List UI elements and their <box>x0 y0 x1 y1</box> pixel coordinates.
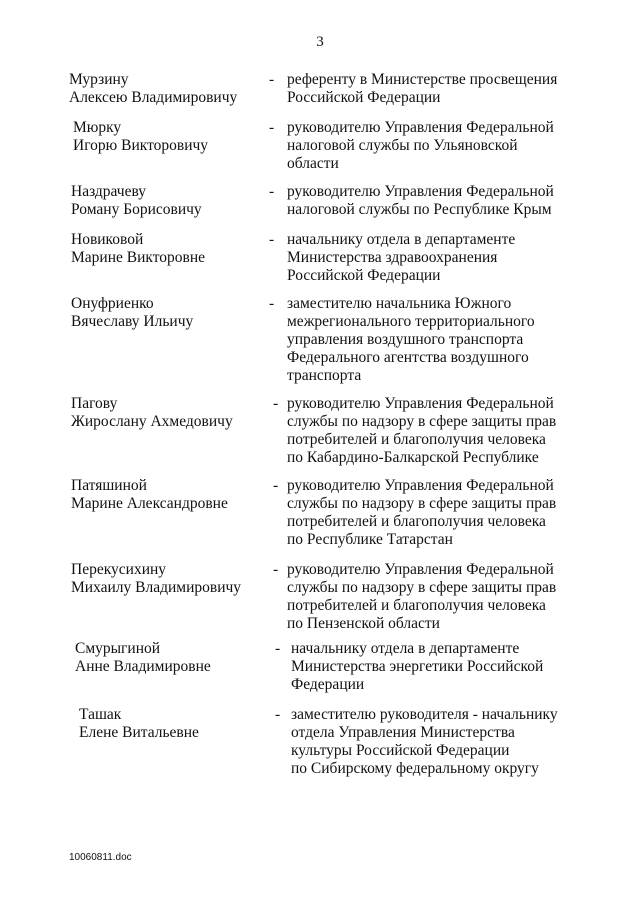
given-name: Елене Витальевне <box>79 724 199 741</box>
person-name <box>69 71 254 107</box>
dash: - <box>273 395 279 412</box>
position-text: заместителю начальника Южного межрегионального территориального управления воздушного транспорта Федерального агентства воздушного транспорта <box>287 295 535 384</box>
surname: Онуфриенко <box>71 295 154 312</box>
position-text: начальнику отдела в департаменте Министерства здравоохранения Российской Федерации <box>287 231 516 284</box>
dash: - <box>275 706 281 723</box>
dash: - <box>269 231 275 248</box>
surname: Смурыгиной <box>75 640 161 657</box>
given-name: Вячеславу Ильичу <box>71 313 194 330</box>
position-text: заместителю руководителя - начальнику отдела Управления Министерства культуры Российской Федерации по Сибирскому федеральному округу <box>291 706 558 777</box>
given-name: Анне Владимировне <box>75 658 211 675</box>
surname: Мюрку <box>73 119 122 136</box>
person-name <box>71 395 256 431</box>
person-name <box>71 477 256 513</box>
surname: Наздрачеву <box>71 183 147 200</box>
given-name: Игорю Викторовичу <box>73 137 209 154</box>
dash: - <box>269 119 275 136</box>
given-name: Алексею Владимировичу <box>69 89 238 106</box>
dash: - <box>269 295 275 312</box>
position-text: начальнику отдела в департаменте Министерства энергетики Российской Федерации <box>291 640 544 693</box>
person-name <box>71 183 256 219</box>
page-number: 3 <box>316 34 324 50</box>
dash: - <box>275 640 281 657</box>
surname: Патяшиной <box>71 477 147 494</box>
given-name: Михаилу Владимировичу <box>71 579 242 596</box>
surname: Мурзину <box>69 71 129 88</box>
position-text: руководителю Управления Федеральной службы по надзору в сфере защиты прав потребителей и благополучия человека по Республике Татарстан <box>287 477 557 548</box>
position-text: руководителю Управления Федеральной налоговой службы по Республике Крым <box>287 183 554 218</box>
person-name <box>73 119 258 155</box>
surname: Перекусихину <box>71 561 167 578</box>
position-text: руководителю Управления Федеральной службы по надзору в сфере защиты прав потребителей и благополучия человека по Пензенской области <box>287 561 557 632</box>
surname: Пагову <box>71 395 118 412</box>
given-name: Роману Борисовичу <box>71 201 202 218</box>
person-name <box>71 231 256 267</box>
person-name <box>75 640 260 676</box>
person-name <box>71 561 256 597</box>
position-text: референту в Министерстве просвещения Российской Федерации <box>287 71 558 106</box>
document-code: 10060811.doc <box>69 852 132 863</box>
person-name <box>71 295 256 331</box>
position-text: руководителю Управления Федеральной службы по надзору в сфере защиты прав потребителей и благополучия человека по Кабардино-Балкарской Республике <box>287 395 557 466</box>
dash: - <box>269 71 275 88</box>
person-name <box>79 706 264 742</box>
surname: Ташак <box>79 706 122 723</box>
position-text: руководителю Управления Федеральной налоговой службы по Ульяновской области <box>287 119 554 172</box>
dash: - <box>269 183 275 200</box>
given-name: Марине Викторовне <box>71 249 206 266</box>
dash: - <box>273 477 279 494</box>
surname: Новиковой <box>71 231 144 248</box>
given-name: Жирослану Ахмедовичу <box>71 413 233 430</box>
dash: - <box>273 561 279 578</box>
given-name: Марине Александровне <box>71 495 228 512</box>
